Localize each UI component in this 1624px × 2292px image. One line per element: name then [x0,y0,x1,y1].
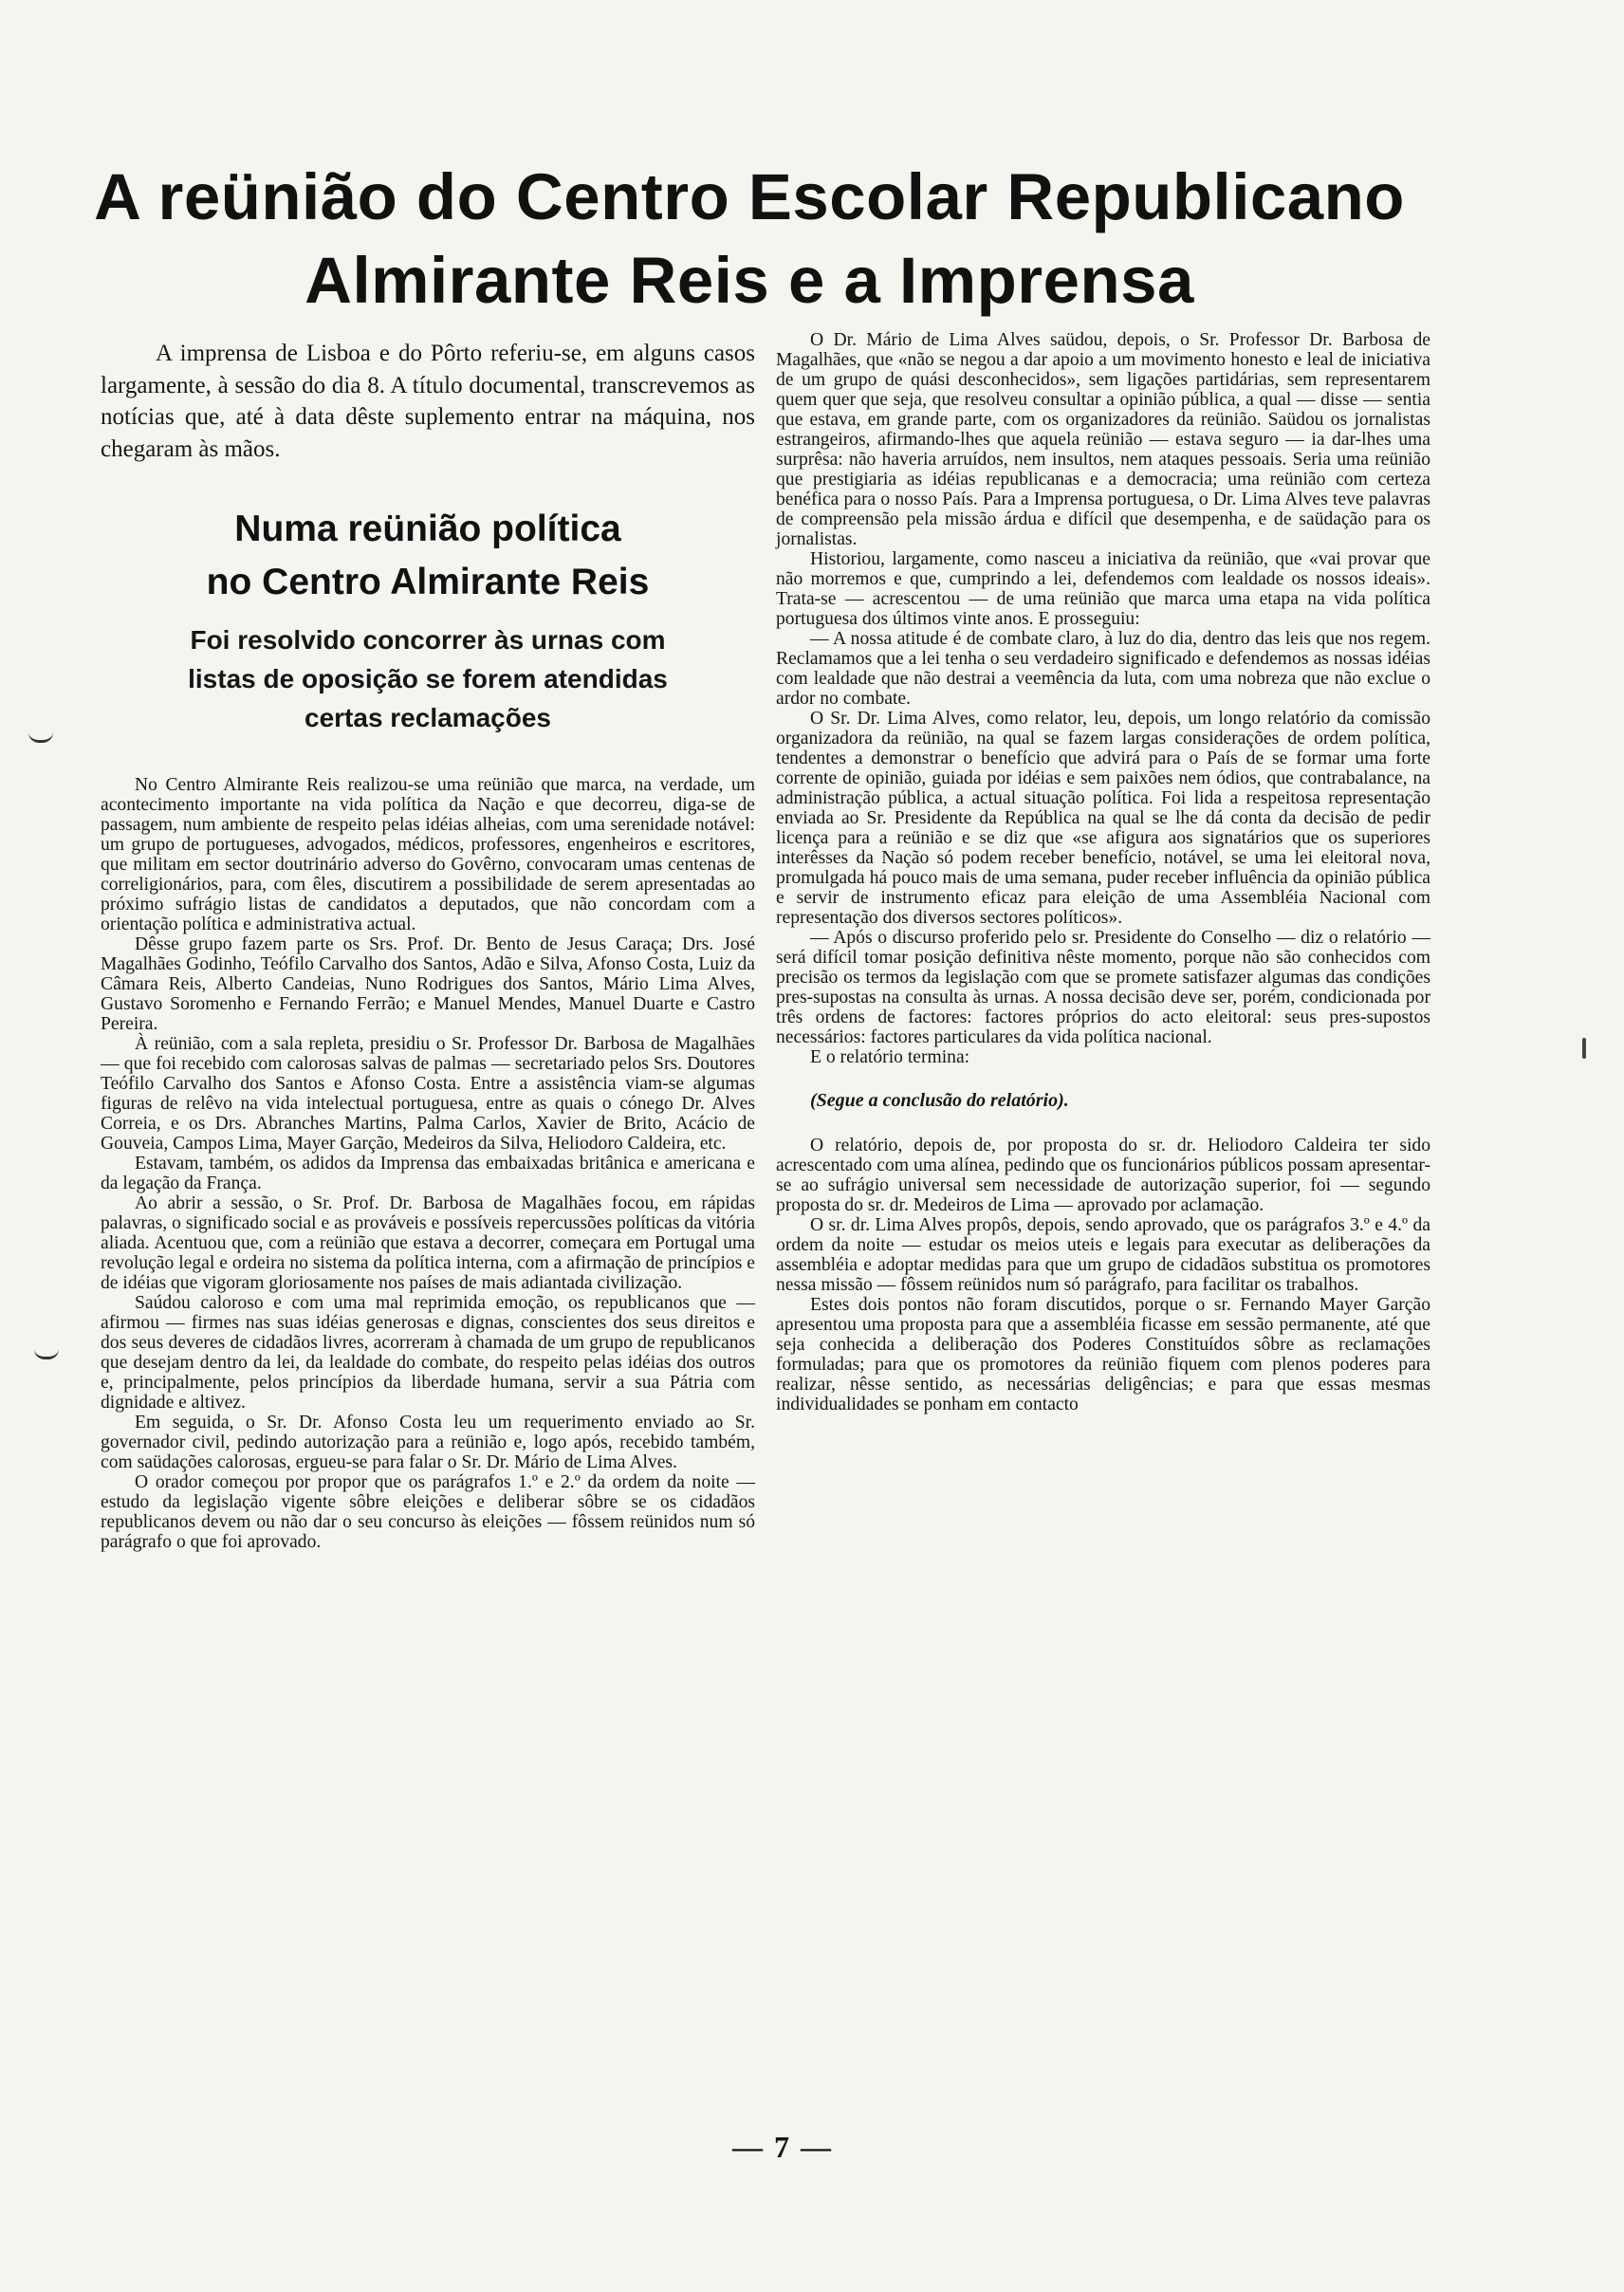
paragraph: À reünião, com a sala repleta, presidiu o Sr. Professor Dr. Barbosa de Magalhães — que foi recebido com calorosas salvas de palmas — secretariado pelos Srs. Doutores Teófilo Carvalho dos Santos e Afonso Costa. Entre a assistência viam-se algumas figuras de relêvo na vida intelectual portuguesa, entre as quais o cónego Dr. Alves Correia, e os Drs. Abranches Martins, Palma Carlos, Xavier de Brito, Acácio de Gouveia, Campos Lima, Mayer Garção, Medeiros da Silva, Heliodoro Caldeira, etc. [101,1034,755,1154]
page-number: — 7 — [732,2130,833,2164]
intro-paragraph: A imprensa de Lisboa e do Pôrto referiu-se, em alguns casos largamente, à sessão do dia 8. A título documental, transcrevemos as notícias que, até à data dêste suplemento entrar na máquina, nos chegaram às mãos. [101,341,755,462]
subheading [101,503,755,609]
paragraph: O relatório, depois de, por proposta do sr. dr. Heliodoro Caldeira ter sido acrescentado com uma alínea, pedindo que os funcionários públicos possam apresentar-se ao sufrágio universal sem necessidade de autorização superior, foi — segundo proposta do sr. dr. Medeiros de Lima — aprovado por aclamação. [776,1136,1430,1215]
paragraph: No Centro Almirante Reis realizou-se uma reünião que marca, na verdade, um acontecimento importante na vida política da Nação e que decorreu, diga-se de passagem, num ambiente de respeito pelas idéias alheias, com uma serenidade notável: um grupo de portugueses, advogados, médicos, professores, engenheiros e escritores, que militam em sector doutrinário adverso do Govêrno, convocaram umas centenas de correligionários, para, com êles, discutirem a possibilidade de serem apresentadas ao próximo sufrágio listas de candidatos a deputados, que não concordam com a orientação política e administrativa actual. [101,775,755,934]
paragraph: E o relatório termina: [810,1047,970,1067]
deck-line-3: certas reclamações [304,703,551,732]
headline-line-2: Almirante Reis e a Imprensa [304,244,1194,318]
paragraph: — Após o discurso proferido pelo sr. Presidente do Conselho — diz o relatório — será difícil tomar posição definitiva nêste momento, porque não são conhecidos com precisão os termos da legislação com que se promete satisfazer algumas das condições pres-supostas na consulta às urnas. A nossa decisão deve ser, porém, condicionada por três ordens de factores: factores próprios do acto eleitoral: seus pres-supostos necessários: factores particulares da vida política nacional. [776,928,1430,1047]
paragraph: — A nossa atitude é de combate claro, à luz do dia, dentro das leis que nos regem. Reclamamos que a lei tenha o seu verdadeiro significado e defendemos as nossas idéias com lealdade que não destrai a veemência da luta, com uma nobreza que não exclue o ardor no combate. [776,629,1430,709]
right-column [776,330,1430,1414]
report-conclusion-note: (Segue a conclusão do relatório). [810,1090,1069,1111]
subheading-line-2: no Centro Almirante Reis [206,562,650,602]
paragraph: Dêsse grupo fazem parte os Srs. Prof. Dr. Bento de Jesus Caraça; Drs. José Magalhães Godinho, Teófilo Carvalho dos Santos, Adão e Silva, Afonso Costa, Luiz da Câmara Reis, Alberto Candeias, Nuno Rodrigues dos Santos, Mário Lima Alves, Gustavo Soromenho e Fernando Ferrão; e Manuel Mendes, Manuel Duarte e Castro Pereira. [101,934,755,1034]
paragraph: Ao abrir a sessão, o Sr. Prof. Dr. Barbosa de Magalhães focou, em rápidas palavras, o significado social e as prováveis e possíveis repercussões políticas da vitória aliada. Acentuou que, com a reünião que estava a decorrer, começara em Portugal uma revolução legal e ordeira no sistema da política interna, com a afirmação de princípios e de idéias que vigoram gloriosamente nos países de mais adiantada civilização. [101,1193,755,1293]
paragraph: O sr. dr. Lima Alves propôs, depois, sendo aprovado, que os parágrafos 3.º e 4.º da ordem da noite — estudar os meios uteis e legais para executar as deliberações da assembléia e adoptar medidas para que um grupo de cidadãos substitua os promotores nessa missão — fôssem reünidos num só parágrafo, para facilitar os trabalhos. [776,1215,1430,1295]
deck-line-1: Foi resolvido concorrer às urnas com [190,625,666,655]
paragraph: O Sr. Dr. Lima Alves, como relator, leu, depois, um longo relatório da comissão organizadora da reünião, na qual se fazem largas considerações de ordem política, tendentes a demonstrar o benefício que advirá para o País de se formar uma forte corrente de opinião, guiada por idéias e sem paixões nem ódios, que contrabalance, na administração pública, a actual situação política. Foi lida a respeitosa representação enviada ao Sr. Presidente da República na qual se lhe dá conta da decisão de pedir licença para a reünião e se diz que «se afigura aos signatários que os superiores interêsses da Nação só podem receber benefício, notável, se uma lei eleitoral nova, promulgada há pouco mais de uma semana, puder receber influência da opinião pública e servir de instrumento eficaz para eleição de uma Assembléia Nacional com representação dos diversos sectores políticos». [776,709,1430,928]
subheading-deck [101,620,755,737]
paragraph: Em seguida, o Sr. Dr. Afonso Costa leu um requerimento enviado ao Sr. governador civil, pedindo autorização para a reünião e, logo após, recebido também, com saüdações calorosas, ergueu-se para falar o Sr. Dr. Mário de Lima Alves. [101,1413,755,1472]
margin-mark [28,732,53,743]
paragraph: Estavam, também, os adidos da Imprensa das embaixadas britânica e americana e da legação da França. [101,1154,755,1193]
deck-line-2: listas de oposição se forem atendidas [188,664,668,693]
subheading-line-1: Numa reünião política [234,508,621,549]
paragraph: O Dr. Mário de Lima Alves saüdou, depois, o Sr. Professor Dr. Barbosa de Magalhães, que «não se negou a dar apoio a um movimento honesto e leal de iniciativa de um grupo de quási desconhecidos», sem ligações partidárias, sem representarem quem quer que seja, que resolveu consultar a opinião pública, a qual — disse — sentia que estava, em grande parte, com os organizadores da reünião. Saüdou os jornalistas estrangeiros, afirmando-lhes que aquela reünião — estava seguro — ia dar-lhes uma surprêsa: não haveria arruídos, nem insultos, nem ataques pessoais. Seria uma reünião que prestigiaria as idéias republicanas e a democracia; uma reünião com certeza benéfica para o nosso País. Para a Imprensa portuguesa, o Dr. Lima Alves teve palavras de compreensão pela missão árdua e difícil que desempenha, e de saüdação para os jornalistas. [776,330,1430,549]
paragraph: O orador começou por propor que os parágrafos 1.º e 2.º da ordem da noite — estudo da legislação vigente sôbre eleições e deliberar sôbre se os cidadãos republicanos devem ou não dar o seu concurso às eleições — fôssem reünidos num só parágrafo o que foi aprovado. [101,1472,755,1552]
paragraph: Estes dois pontos não foram discutidos, porque o sr. Fernando Mayer Garção apresentou uma proposta para que a assembléia ficasse em sessão permanente, até que seja conhecida a deliberação dos Poderes Constituídos sôbre as reclamações formuladas; para que os promotores da reünião fiquem com plenos poderes para realizar, nêsse sentido, as necessárias deligências; e para que essas mesmas individualidades se ponham em contacto [776,1295,1430,1414]
ink-speck [1582,1038,1586,1059]
left-column [101,330,755,1552]
headline [85,156,1413,323]
margin-mark [34,1349,59,1359]
headline-line-1: A reünião do Centro Escolar Republicano [94,160,1405,234]
paragraph: Historiou, largamente, como nasceu a iniciativa da reünião, que «vai provar que não morremos e que, cumprindo a lei, defendemos com lealdade os nossos ideais». Trata-se — acrescentou — de uma reünião que marca uma etapa na vida política portuguesa dos últimos vinte anos. E prosseguiu: [776,549,1430,629]
paragraph: Saúdou caloroso e com uma mal reprimida emoção, os republicanos que — afirmou — firmes nas suas idéias generosas e dignas, conscientes dos seus direitos e dos seus deveres de cidadãos livres, acorreram à chamada de um grupo de republicanos que desejam dentro da lei, da lealdade do combate, do respeito pelas idéias dos outros e, principalmente, pelos princípios da liberdade humana, servir a sua Pátria com dignidade e altivez. [101,1293,755,1413]
